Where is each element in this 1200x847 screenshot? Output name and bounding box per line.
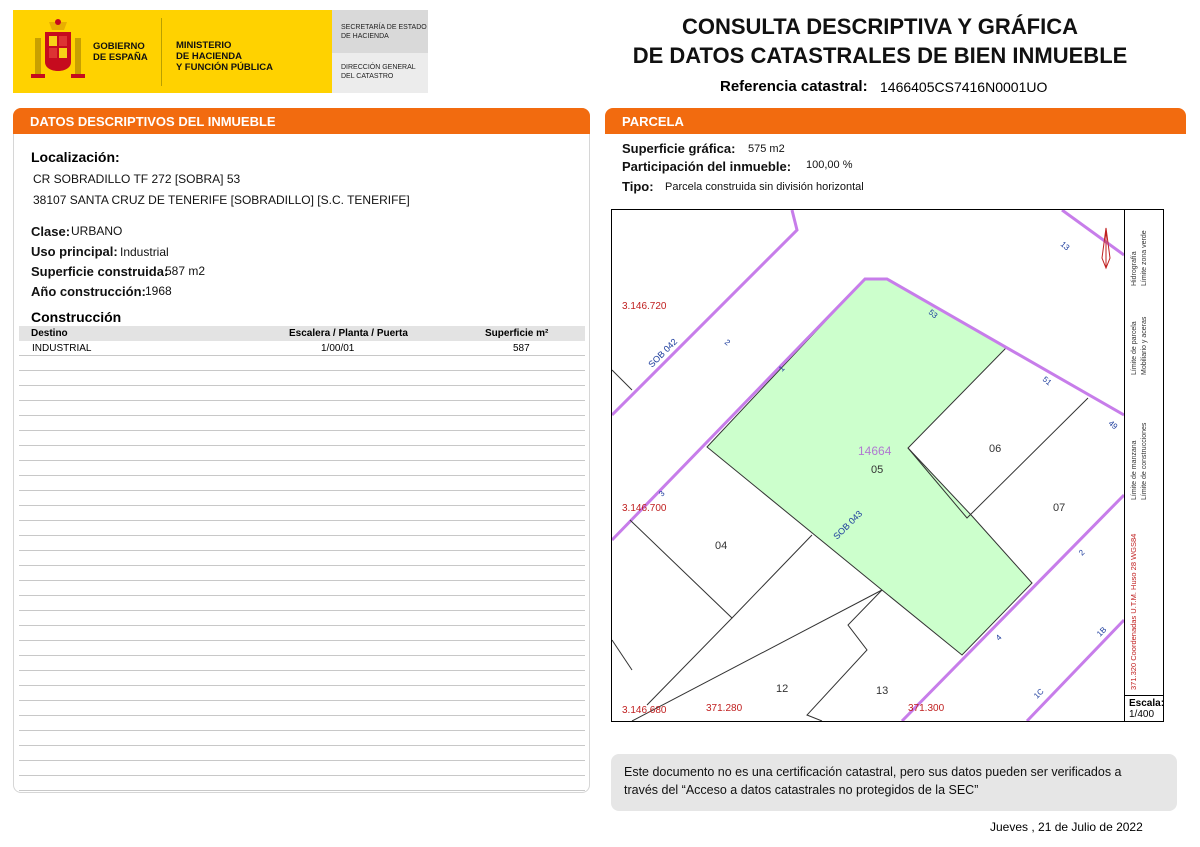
table-row-empty <box>19 536 585 551</box>
num-13: 13 <box>1058 239 1072 253</box>
table-row-empty <box>19 581 585 596</box>
secretaria-line1: SECRETARÍA DE ESTADO <box>341 24 427 31</box>
gobierno-logo <box>13 10 332 93</box>
table-row-empty <box>19 596 585 611</box>
ref-label: Referencia catastral: <box>720 78 868 95</box>
inmueble-heading-b: INMUEBLE <box>207 114 276 129</box>
block-boundary-e <box>1027 620 1124 721</box>
num-2b: 2 <box>1077 547 1087 558</box>
table-row-empty <box>19 431 585 446</box>
inmueble-heading-a: DATOS DESCRIPTIVOS DEL <box>30 114 205 129</box>
coord-y3: 3.146.680 <box>622 705 667 716</box>
table-row-empty <box>19 491 585 506</box>
table-row-empty <box>19 461 585 476</box>
address-line2: 38107 SANTA CRUZ DE TENERIFE [SOBRADILLO] [S.C. TENERIFE] <box>33 193 410 207</box>
legend-coords: 371.320 Coordenadas U.T.M. Huso 28 WGS84 <box>1129 533 1138 690</box>
td-superficie: 587 <box>513 343 530 354</box>
page-title <box>610 12 1150 70</box>
construccion-label: Construcción <box>31 309 122 325</box>
address-line1: CR SOBRADILLO TF 272 [SOBRA] 53 <box>33 172 241 186</box>
footer-date: Jueves , 21 de Julio de 2022 <box>990 820 1143 834</box>
table-row-empty <box>19 776 585 791</box>
ref-value: 1466405CS7416N0001UO <box>880 79 1048 95</box>
scale-value: 1/400 <box>1129 709 1155 720</box>
table-row-empty <box>19 746 585 761</box>
construccion-table <box>19 326 585 791</box>
th-escalera: Escalera / Planta / Puerta <box>289 328 408 339</box>
coord-x1: 371.280 <box>706 703 743 714</box>
table-row-empty <box>19 476 585 491</box>
street-sob042: SOB 042 <box>646 336 680 370</box>
table-row-empty <box>19 671 585 686</box>
num-49: 49 <box>1106 418 1120 432</box>
table-row-empty <box>19 506 585 521</box>
coord-x2: 371.300 <box>908 703 945 714</box>
anio-value: 1968 <box>145 284 172 298</box>
secretaria-text <box>341 24 427 41</box>
legend-zona-verde: Límite zona verde <box>1141 230 1148 286</box>
secretaria-line2: DE HACIENDA <box>341 32 389 40</box>
table-row-empty <box>19 401 585 416</box>
parcela-heading: PARCELA <box>605 108 1186 134</box>
map-canvas <box>612 210 1124 721</box>
north-arrow-icon <box>1102 228 1110 268</box>
lot-12: 12 <box>776 683 789 695</box>
localizacion-label: Localización: <box>31 149 120 165</box>
logo-divider <box>161 18 162 86</box>
table-header <box>19 326 585 341</box>
parcel-line-5 <box>632 590 882 721</box>
table-row-empty <box>19 731 585 746</box>
ministerio-text <box>176 40 273 73</box>
table-row-empty <box>19 521 585 536</box>
num-3: 3 <box>657 488 667 499</box>
table-row-empty <box>19 716 585 731</box>
clase-value: URBANO <box>71 224 123 238</box>
participacion-label: Participación del inmueble: <box>622 159 792 174</box>
ministry-line2: DE HACIENDA <box>176 51 242 62</box>
table-row <box>19 341 585 356</box>
parcel-line-4 <box>647 618 732 705</box>
ministry-line1: MINISTERIO <box>176 40 232 51</box>
th-superficie: Superficie m² <box>485 328 549 339</box>
table-row-empty <box>19 371 585 386</box>
th-destino: Destino <box>31 328 68 339</box>
table-row-empty <box>19 446 585 461</box>
table-row-empty <box>19 761 585 776</box>
table-row-empty <box>19 356 585 371</box>
table-row-empty <box>19 701 585 716</box>
table-row-empty <box>19 626 585 641</box>
tipo-label: Tipo: <box>622 179 654 194</box>
tipo-value: Parcela construida sin división horizontal <box>665 181 864 193</box>
scale-label: Escala: <box>1129 698 1165 709</box>
lot-05: 05 <box>871 464 884 476</box>
num-4: 4 <box>994 632 1004 643</box>
direccion-line2: DEL CATASTRO <box>341 72 394 80</box>
inmueble-heading <box>13 108 590 134</box>
parcel-line-1 <box>612 370 632 390</box>
scale-box <box>1125 695 1163 721</box>
sup-grafica-value: 575 m2 <box>748 143 785 155</box>
legend-parcela: Límite de parcela <box>1131 321 1138 375</box>
table-row-empty <box>19 686 585 701</box>
parcel-line-3 <box>630 520 812 618</box>
street-sob043: SOB 043 <box>831 508 865 542</box>
coord-y2: 3.146.700 <box>622 503 667 514</box>
direccion-line1: DIRECCIÓN GENERAL <box>341 64 416 71</box>
lot-04: 04 <box>715 540 728 552</box>
title-line2: DE DATOS CATASTRALES DE BIEN INMUEBLE <box>632 43 1128 68</box>
direccion-text <box>341 64 416 81</box>
uso-label: Uso principal: <box>31 244 118 259</box>
table-row-empty <box>19 416 585 431</box>
uso-value: Industrial <box>120 245 169 259</box>
num-1c: 1C <box>1032 686 1046 701</box>
gov-line1: GOBIERNO <box>93 41 145 52</box>
participacion-value: 100,00 % <box>806 159 853 171</box>
num-1: 1 <box>777 363 787 374</box>
num-1b: 1B <box>1095 625 1109 639</box>
coat-of-arms-icon <box>27 18 89 88</box>
num-51: 51 <box>1040 374 1054 388</box>
coord-y1: 3.146.720 <box>622 301 667 312</box>
block-boundary-c <box>1062 210 1124 255</box>
superficie-label: Superficie construida: <box>31 264 169 279</box>
num-53: 53 <box>926 307 940 321</box>
clase-label: Clase: <box>31 224 71 239</box>
parcel-line-7 <box>612 640 632 670</box>
gov-line2: DE ESPAÑA <box>93 52 148 63</box>
notice-line1: Este documento no es una certificación catastral, pero sus datos pueden ser verificados a <box>624 765 1122 779</box>
lot-06: 06 <box>989 443 1002 455</box>
parcel-label: 14664 <box>858 444 892 458</box>
lot-13: 13 <box>876 685 889 697</box>
lot-07: 07 <box>1053 502 1066 514</box>
legend-manzana: Límite de manzana <box>1131 440 1138 500</box>
ministry-line3: Y FUNCIÓN PÚBLICA <box>176 62 273 73</box>
legend-mobiliario: Mobiliario y aceras <box>1141 316 1148 375</box>
td-destino: INDUSTRIAL <box>32 343 92 354</box>
legend-hidrografia: Hidrografía <box>1131 251 1138 286</box>
legend-divider <box>1124 210 1125 722</box>
table-row-empty <box>19 551 585 566</box>
num-2a: 2 <box>722 337 732 348</box>
table-row-empty <box>19 386 585 401</box>
legend-construcciones: Límite de construcciones <box>1141 422 1148 500</box>
gobierno-text <box>93 41 148 63</box>
superficie-value: 587 m2 <box>165 264 206 278</box>
sup-grafica-label: Superficie gráfica: <box>622 141 736 156</box>
anio-label: Año construcción: <box>31 284 146 299</box>
table-row-empty <box>19 641 585 656</box>
notice-line2: través del “Acceso a datos catastrales no protegidos de la SEC” <box>624 783 979 797</box>
td-escalera: 1/00/01 <box>321 343 355 354</box>
disclaimer-notice <box>611 754 1177 811</box>
table-row-empty <box>19 566 585 581</box>
title-line1: CONSULTA DESCRIPTIVA Y GRÁFICA <box>681 14 1079 39</box>
table-row-empty <box>19 611 585 626</box>
table-row-empty <box>19 656 585 671</box>
empty-rows <box>19 356 585 791</box>
